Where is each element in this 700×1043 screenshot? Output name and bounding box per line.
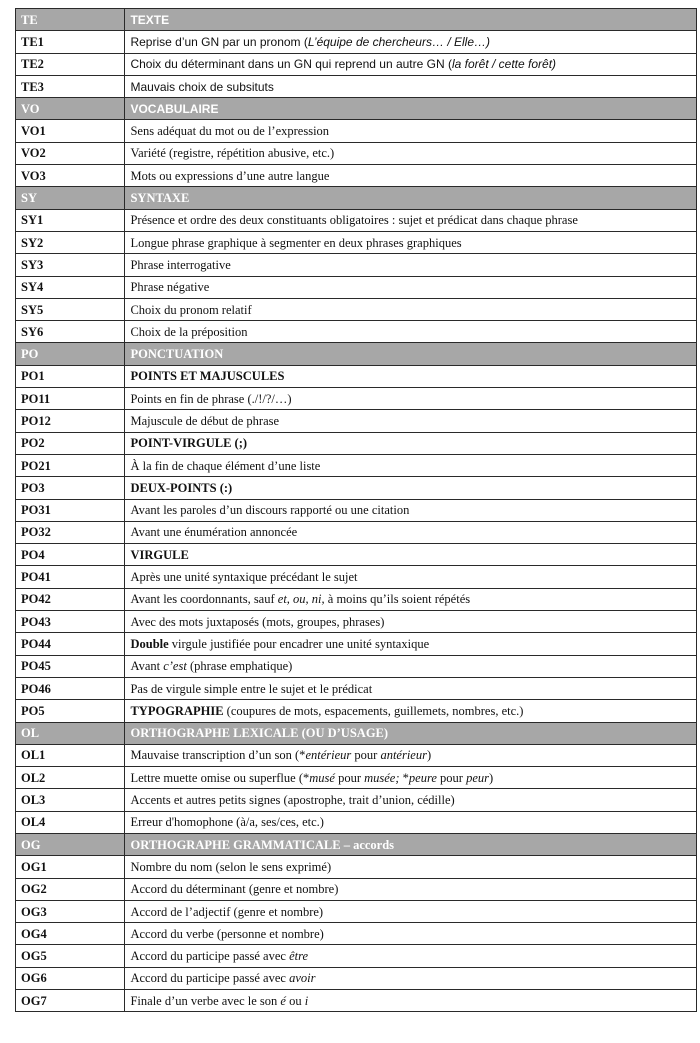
description-text: À la fin de chaque élément d’une liste: [130, 458, 321, 473]
error-code: SY2: [16, 231, 125, 253]
error-description: [125, 120, 697, 142]
error-code: PO42: [16, 588, 125, 610]
table-row: [16, 789, 697, 811]
description-text: pour: [436, 770, 467, 785]
description-text: Variété (registre, répétition abusive, etc.): [130, 146, 335, 161]
description-text: Choix de la préposition: [130, 324, 248, 339]
error-code: OG5: [16, 945, 125, 967]
description-text: Avant les coordonnants, sauf: [130, 592, 278, 607]
table-row: [16, 209, 697, 231]
error-code: PO2: [16, 432, 125, 454]
error-code: SY5: [16, 298, 125, 320]
description-text: Mauvaise transcription d’un son (*: [130, 748, 306, 763]
error-code: PO3: [16, 477, 125, 499]
description-text: Majuscule de début de phrase: [130, 413, 280, 428]
description-text: pour: [351, 748, 381, 763]
error-code: PO12: [16, 410, 125, 432]
error-description: [125, 53, 697, 75]
error-description: [125, 900, 697, 922]
table-row: [16, 655, 697, 677]
error-code: SY6: [16, 321, 125, 343]
table-row: [16, 677, 697, 699]
description-text: Accord de l’adjectif (genre et nombre): [130, 904, 324, 919]
description-text: Phrase interrogative: [130, 257, 231, 272]
error-description: [125, 231, 697, 253]
error-description: [125, 923, 697, 945]
error-description: [125, 566, 697, 588]
description-text: ): [426, 748, 432, 763]
error-description: [125, 321, 697, 343]
table-row: [16, 142, 697, 164]
error-code: TE3: [16, 75, 125, 97]
error-description: [125, 209, 697, 231]
error-code: PO5: [16, 700, 125, 722]
section-code: VO: [16, 98, 125, 120]
error-code: OL1: [16, 744, 125, 766]
error-description: [125, 744, 697, 766]
table-row: [16, 365, 697, 387]
description-text: Avant: [130, 659, 164, 674]
error-code: PO32: [16, 521, 125, 543]
error-code: SY3: [16, 254, 125, 276]
table-row: [16, 432, 697, 454]
error-code: PO1: [16, 365, 125, 387]
table-row: [16, 566, 697, 588]
description-text: entérieur: [305, 748, 352, 763]
table-row: [16, 254, 697, 276]
description-text: Mots ou expressions d’une autre langue: [130, 168, 330, 183]
table-row: [16, 588, 697, 610]
description-text: Mauvais choix de subsituts: [130, 79, 274, 94]
description-text: Choix du pronom relatif: [130, 302, 252, 317]
table-row: [16, 53, 697, 75]
table-row: [16, 165, 697, 187]
table-row: [16, 276, 697, 298]
error-code: SY1: [16, 209, 125, 231]
error-description: [125, 967, 697, 989]
table-row: [16, 900, 697, 922]
description-text: Sens adéquat du mot ou de l’expression: [130, 124, 330, 139]
error-code: OG7: [16, 990, 125, 1012]
description-text: *: [402, 770, 409, 785]
description-text: pour: [334, 770, 365, 785]
description-text: la forêt / cette forêt): [451, 57, 557, 72]
error-code: OL4: [16, 811, 125, 833]
description-text: (coupures de mots, espacements, guillemets, nombres, etc.): [223, 703, 524, 718]
error-code-table: [15, 8, 697, 1012]
error-code: PO43: [16, 611, 125, 633]
error-code: OG3: [16, 900, 125, 922]
description-text: avoir: [289, 971, 316, 986]
description-text: Longue phrase graphique à segmenter en deux phrases graphiques: [130, 235, 462, 250]
table-row: [16, 544, 697, 566]
error-code: OL2: [16, 767, 125, 789]
error-description: [125, 789, 697, 811]
section-title: PONCTUATION: [125, 343, 697, 365]
description-text: Après une unité syntaxique précédant le sujet: [130, 570, 358, 585]
section-title: TEXTE: [125, 9, 697, 31]
description-text: Avec des mots juxtaposés (mots, groupes, phrases): [130, 614, 385, 629]
error-code: PO31: [16, 499, 125, 521]
error-code: OL3: [16, 789, 125, 811]
description-text: ou: [285, 993, 305, 1008]
table-row: [16, 923, 697, 945]
section-header-row: [16, 98, 697, 120]
table-row: [16, 477, 697, 499]
error-code: OG1: [16, 856, 125, 878]
table-row: [16, 767, 697, 789]
description-text: TYPOGRAPHIE: [130, 703, 224, 718]
section-header-row: [16, 343, 697, 365]
description-text: (phrase emphatique): [186, 659, 293, 674]
table-row: [16, 321, 697, 343]
error-code: OG2: [16, 878, 125, 900]
table-row: [16, 611, 697, 633]
error-description: [125, 165, 697, 187]
error-description: [125, 811, 697, 833]
table-row: [16, 967, 697, 989]
error-description: [125, 588, 697, 610]
error-description: [125, 31, 697, 53]
section-header-row: [16, 187, 697, 209]
error-description: [125, 254, 697, 276]
error-description: [125, 633, 697, 655]
table-row: [16, 744, 697, 766]
error-description: [125, 142, 697, 164]
description-text: VIRGULE: [130, 547, 189, 562]
table-row: [16, 856, 697, 878]
description-text: musé: [309, 770, 335, 785]
section-title: ORTHOGRAPHE LEXICALE (OU D’USAGE): [125, 722, 697, 744]
error-code: PO11: [16, 388, 125, 410]
table-row: [16, 454, 697, 476]
table-row: [16, 388, 697, 410]
description-text: Nombre du nom (selon le sens exprimé): [130, 859, 332, 874]
error-description: [125, 388, 697, 410]
table-row: [16, 521, 697, 543]
error-description: [125, 432, 697, 454]
error-description: [125, 700, 697, 722]
error-code: TE1: [16, 31, 125, 53]
description-text: Finale d’un verbe avec le son: [130, 993, 281, 1008]
table-row: [16, 811, 697, 833]
description-text: é: [280, 993, 286, 1008]
table-row: [16, 298, 697, 320]
error-description: [125, 410, 697, 432]
table-row: [16, 231, 697, 253]
error-code: VO1: [16, 120, 125, 142]
description-text: à moins qu’ils soient répétés: [324, 592, 471, 607]
description-text: DEUX-POINTS (:): [130, 480, 233, 495]
error-code: TE2: [16, 53, 125, 75]
error-code: VO2: [16, 142, 125, 164]
error-code: OG4: [16, 923, 125, 945]
description-text: peur: [466, 770, 489, 785]
error-description: [125, 276, 697, 298]
error-code: OG6: [16, 967, 125, 989]
error-description: [125, 454, 697, 476]
description-text: Accents et autres petits signes (apostrophe, trait d’union, cédille): [130, 793, 455, 808]
error-code: PO44: [16, 633, 125, 655]
error-description: [125, 499, 697, 521]
error-code: PO21: [16, 454, 125, 476]
description-text: POINT-VIRGULE (;): [130, 436, 248, 451]
description-text: Accord du déterminant (genre et nombre): [130, 882, 339, 897]
description-text: Double: [130, 636, 169, 651]
description-text: peure: [408, 770, 437, 785]
description-text: Avant les paroles d’un discours rapporté ou une citation: [130, 503, 410, 518]
error-description: [125, 767, 697, 789]
description-text: i: [304, 993, 309, 1008]
error-description: [125, 365, 697, 387]
error-description: [125, 990, 697, 1012]
description-text: Accord du participe passé avec: [130, 971, 290, 986]
description-text: L’équipe de chercheurs… / Elle…): [307, 34, 490, 49]
section-header-row: [16, 833, 697, 855]
section-title: ORTHOGRAPHE GRAMMATICALE – accords: [125, 833, 697, 855]
error-description: [125, 655, 697, 677]
error-code-table-body: [16, 9, 697, 1012]
error-code: PO45: [16, 655, 125, 677]
table-row: [16, 499, 697, 521]
description-text: Accord du participe passé avec: [130, 949, 290, 964]
description-text: Phrase négative: [130, 280, 210, 295]
section-code: OL: [16, 722, 125, 744]
table-row: [16, 31, 697, 53]
description-text: Points en fin de phrase (./!/?/…): [130, 391, 292, 406]
section-code: OG: [16, 833, 125, 855]
error-description: [125, 677, 697, 699]
section-code: PO: [16, 343, 125, 365]
description-text: Pas de virgule simple entre le sujet et le prédicat: [130, 681, 373, 696]
description-text: antérieur: [380, 748, 427, 763]
section-title: SYNTAXE: [125, 187, 697, 209]
table-row: [16, 75, 697, 97]
description-text: Choix du déterminant dans un GN qui reprend un autre GN (: [130, 57, 452, 72]
error-code: PO4: [16, 544, 125, 566]
description-text: Reprise d’un GN par un pronom (: [130, 34, 308, 49]
section-code: SY: [16, 187, 125, 209]
description-text: Accord du verbe (personne et nombre): [130, 926, 324, 941]
section-header-row: [16, 722, 697, 744]
error-code: PO41: [16, 566, 125, 588]
error-description: [125, 477, 697, 499]
table-row: [16, 700, 697, 722]
error-code: SY4: [16, 276, 125, 298]
error-description: [125, 544, 697, 566]
description-text: POINTS ET MAJUSCULES: [130, 369, 285, 384]
description-text: ): [488, 770, 494, 785]
description-text: Erreur d'homophone (à/a, ses/ces, etc.): [130, 815, 324, 830]
description-text: c’est: [163, 659, 187, 674]
description-text: Présence et ordre des deux constituants obligatoires : sujet et prédicat dans chaque phrase: [130, 213, 578, 228]
description-text: musée;: [364, 770, 403, 785]
error-code: VO3: [16, 165, 125, 187]
description-text: Avant une énumération annoncée: [130, 525, 298, 540]
table-row: [16, 990, 697, 1012]
error-description: [125, 856, 697, 878]
table-row: [16, 633, 697, 655]
table-row: [16, 120, 697, 142]
table-row: [16, 945, 697, 967]
section-title: VOCABULAIRE: [125, 98, 697, 120]
table-row: [16, 410, 697, 432]
error-description: [125, 521, 697, 543]
table-row: [16, 878, 697, 900]
error-description: [125, 611, 697, 633]
section-header-row: [16, 9, 697, 31]
error-code: PO46: [16, 677, 125, 699]
section-code: TE: [16, 9, 125, 31]
description-text: virgule justifiée pour encadrer une unité syntaxique: [168, 636, 430, 651]
description-text: et, ou, ni,: [277, 592, 325, 607]
error-description: [125, 298, 697, 320]
error-description: [125, 878, 697, 900]
error-description: [125, 75, 697, 97]
description-text: Lettre muette omise ou superflue (*: [130, 770, 310, 785]
description-text: être: [289, 949, 309, 964]
error-description: [125, 945, 697, 967]
